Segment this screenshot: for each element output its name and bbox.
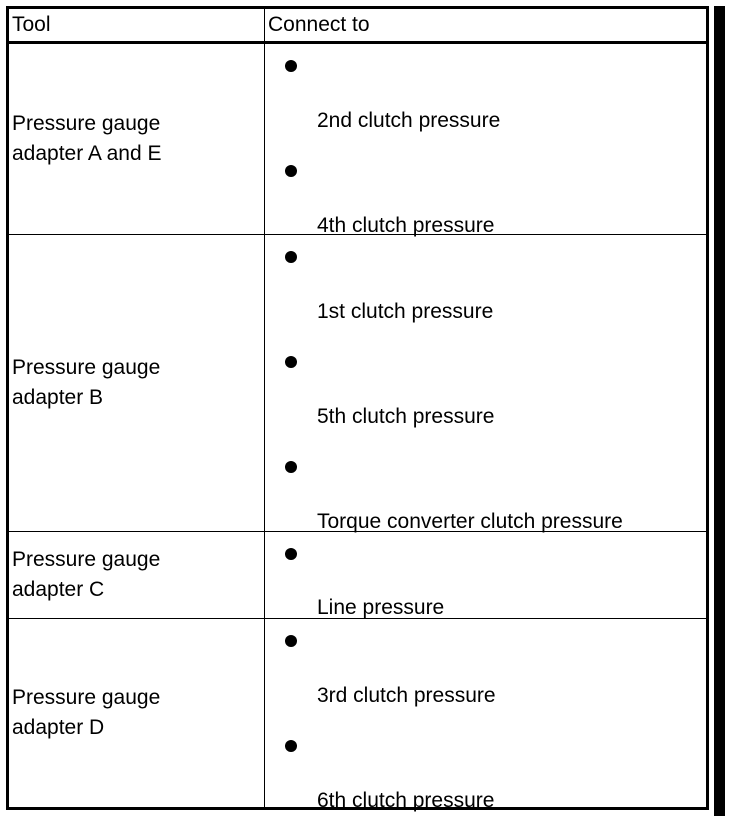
tool-line: adapter A and E — [12, 142, 162, 166]
bullet-icon — [285, 740, 297, 752]
bullet-icon — [285, 60, 297, 72]
list-item — [265, 729, 706, 812]
table-row — [8, 531, 708, 618]
connection-label: 4th clutch pressure — [317, 214, 495, 237]
bullet-icon — [285, 548, 297, 560]
connection-label: Torque converter clutch pressure — [317, 510, 623, 534]
connection-label: 1st clutch pressure — [317, 300, 494, 324]
tool-line: Pressure gauge — [12, 685, 161, 709]
bullet-icon — [285, 635, 297, 647]
tool-connection-table — [6, 6, 709, 810]
tool-line: Pressure gauge — [12, 547, 161, 571]
list-item — [265, 537, 706, 617]
tool-cell — [8, 618, 265, 808]
connection-label: 2nd clutch pressure — [317, 109, 501, 132]
bullet-icon — [285, 461, 297, 473]
connection-label: 5th clutch pressure — [317, 405, 495, 429]
connection-label: Line pressure — [317, 595, 445, 619]
tool-line: adapter B — [12, 385, 104, 409]
list-item — [265, 624, 706, 729]
connection-label: 3rd clutch pressure — [317, 683, 496, 707]
tool-line: adapter D — [12, 715, 105, 739]
list-item — [265, 345, 706, 450]
tool-line: Pressure gauge — [12, 112, 161, 136]
header-tool: Tool — [8, 8, 265, 43]
table-row — [8, 43, 708, 235]
list-item — [265, 450, 706, 534]
table-row — [8, 618, 708, 808]
tool-cell — [8, 43, 265, 235]
tool-cell — [8, 531, 265, 618]
connect-cell — [265, 531, 708, 618]
connection-label: 6th clutch pressure — [317, 788, 495, 812]
table-row — [8, 235, 708, 531]
connect-cell — [265, 43, 708, 235]
header-row — [8, 8, 708, 43]
bullet-icon — [285, 251, 297, 263]
tool-line: adapter C — [12, 577, 105, 601]
tool-line: Pressure gauge — [12, 355, 161, 379]
page-edge-bar — [714, 6, 725, 816]
list-item — [265, 240, 706, 345]
list-item — [265, 154, 706, 237]
connect-cell — [265, 618, 708, 812]
connect-cell — [265, 235, 708, 534]
bullet-icon — [285, 165, 297, 177]
list-item — [265, 49, 706, 154]
bullet-icon — [285, 356, 297, 368]
tool-cell — [8, 235, 265, 531]
header-connect-to: Connect to — [265, 8, 708, 43]
